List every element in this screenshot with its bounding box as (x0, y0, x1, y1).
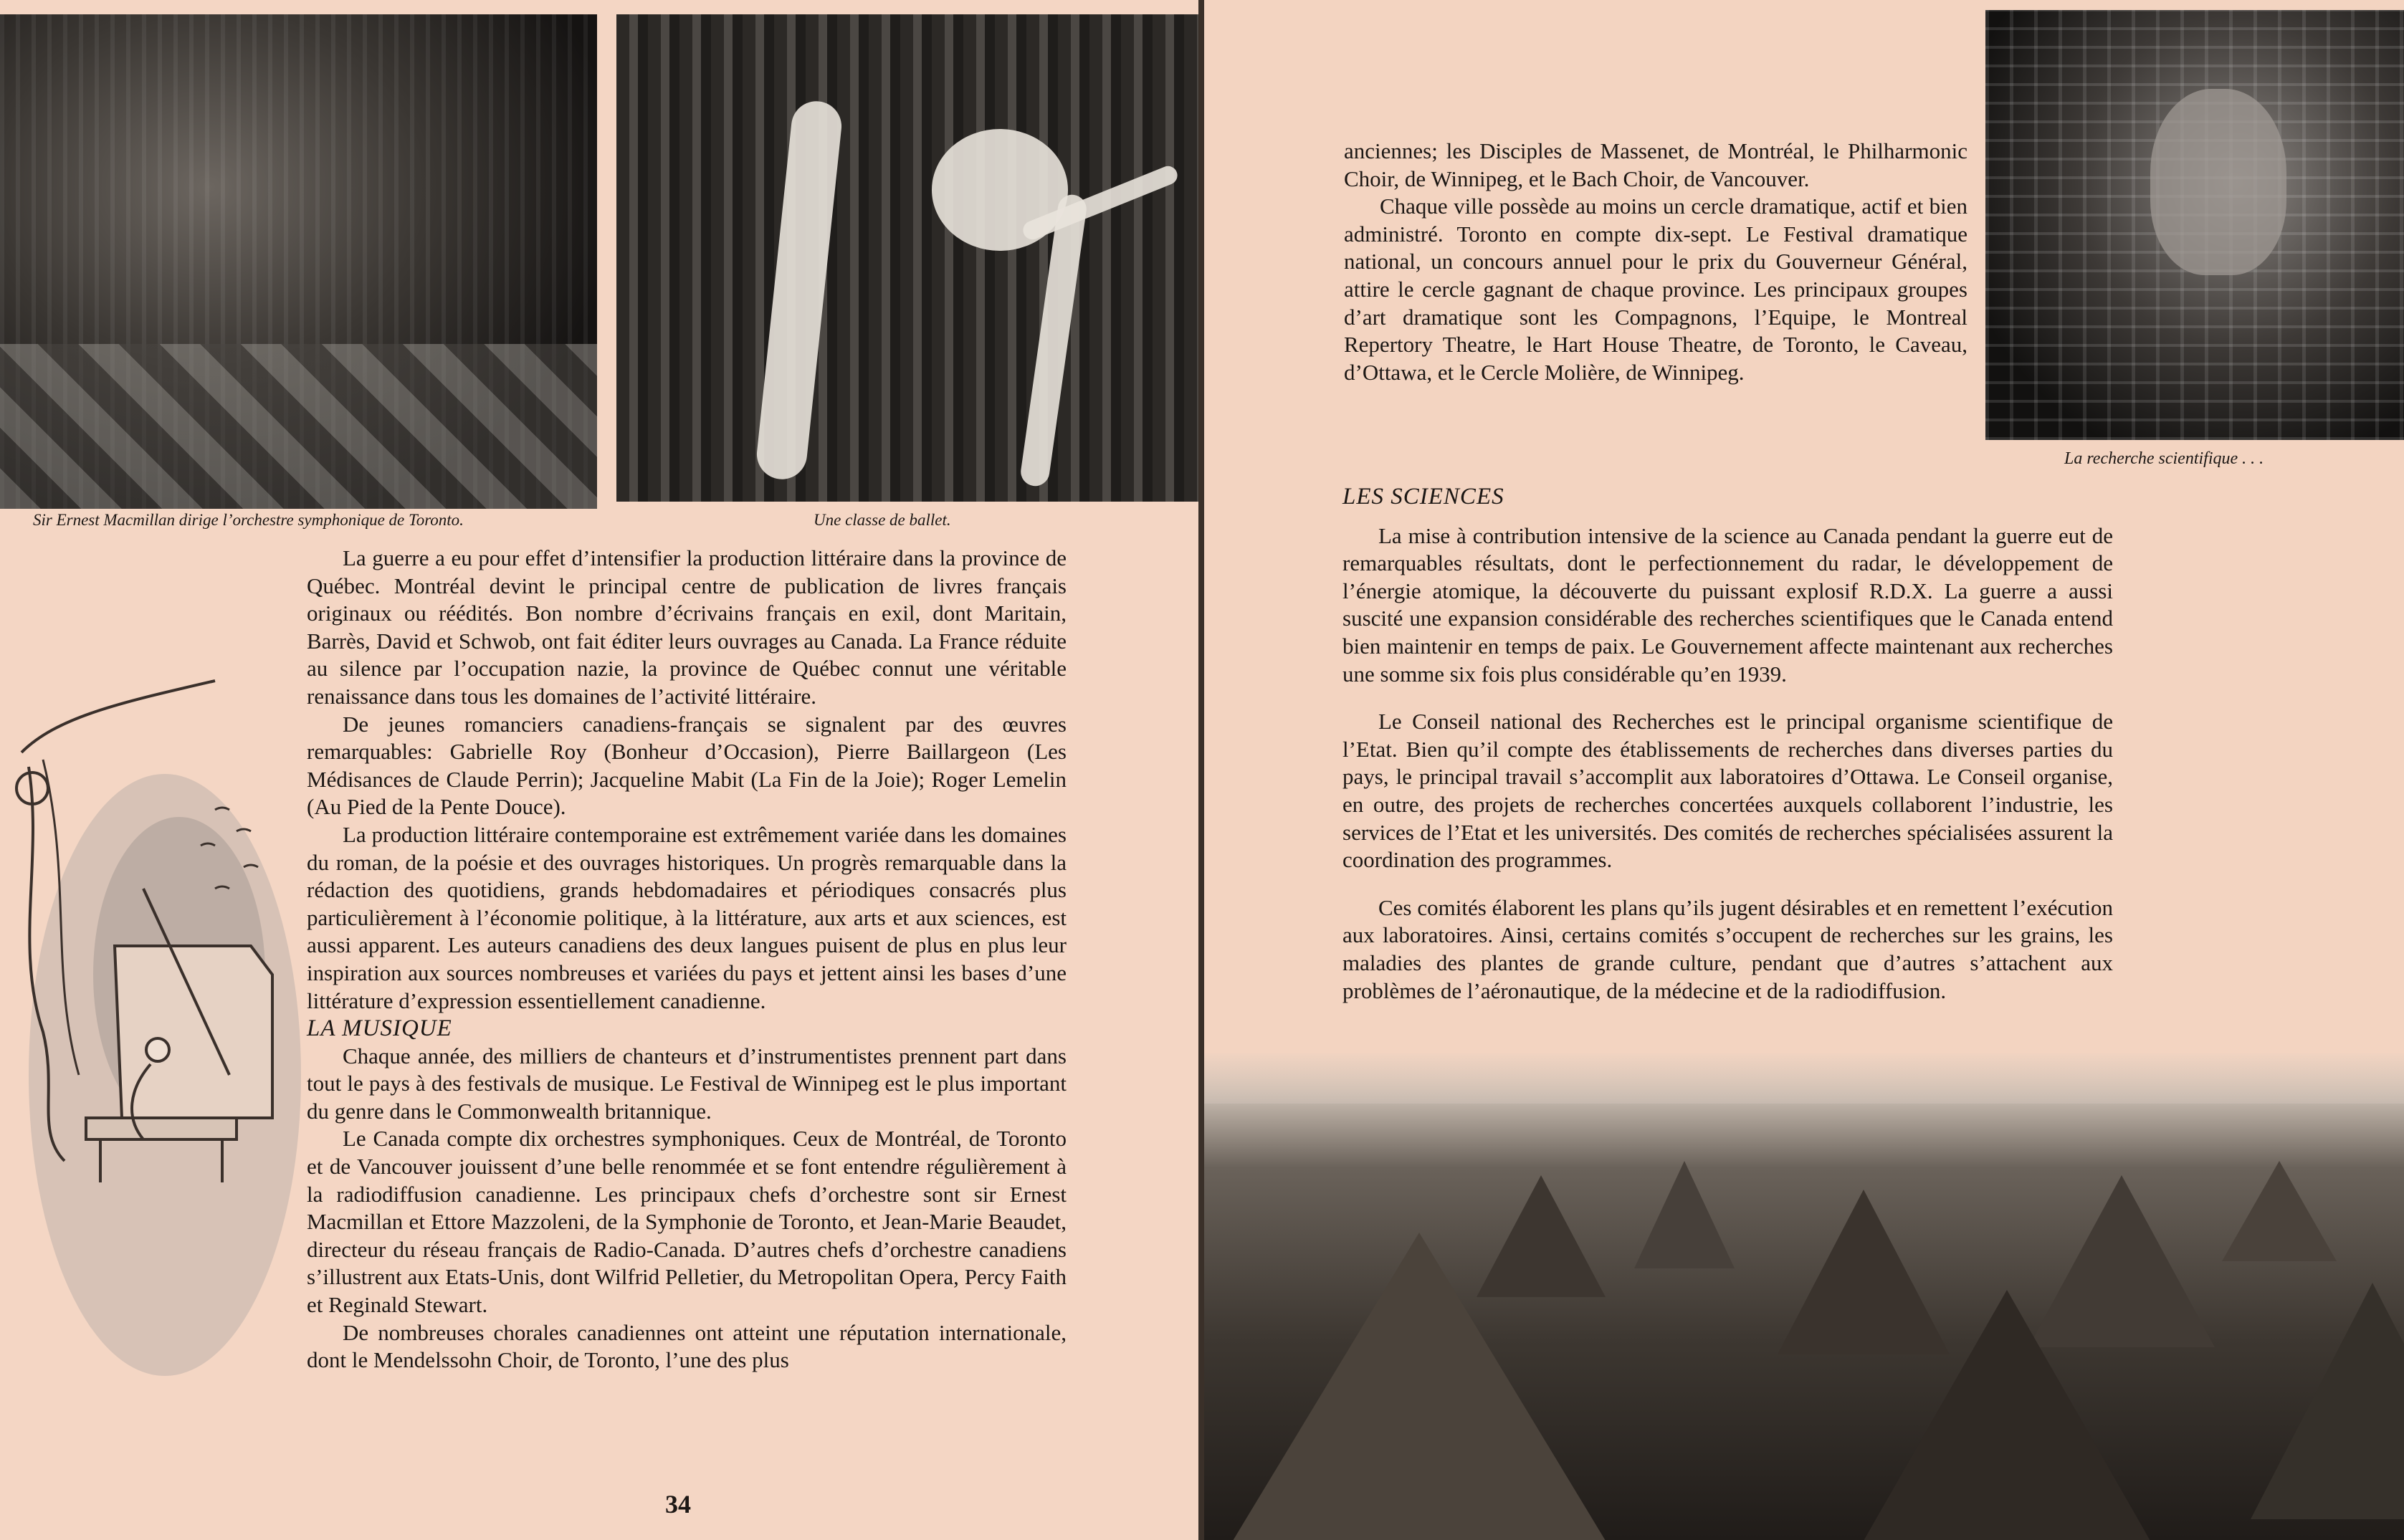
left-page (0, 0, 1198, 1540)
scientist-photo (1985, 10, 2404, 440)
wheat-stook (2222, 1161, 2337, 1261)
wheat-stook (1477, 1175, 1606, 1297)
section-heading-music: LA MUSIQUE (307, 1015, 452, 1042)
dancer-figure (754, 99, 844, 482)
paragraph: De jeunes romanciers canadiens-français se signalent par des œuvres remarquables: Gabrielle Roy (Bonheur d’Occasion), Pierre Baillargeon (Les Médisances de Claude Perrin); Jacqueline Mabit (La Fin de la Joie); Roger Lemelin (Au Pied de la Pente Douce). (307, 711, 1067, 820)
paragraph: La mise à contribution intensive de la science au Canada pendant la guerre eut de remarquables résultats, dont le perfectionnement du radar, le développement de l’énergie atomique, la découverte du puissant explosif R.D.X. La guerre a aussi suscité une expansion considérable des recherches scientifiques que le Canada entend bien maintenir en temps de paix. Le Gouvernement affecte maintenant aux recherches une somme six fois plus considérable qu’en 1939. (1342, 522, 2113, 687)
paragraph: anciennes; les Disciples de Massenet, de Montréal, le Philharmonic Choir, de Winnipeg, et le Bach Choir, de Vancouver. (1344, 138, 1967, 191)
literature-text (307, 545, 1067, 1374)
ballet-caption: Une classe de ballet. (814, 511, 951, 529)
wheat-field-photo (1204, 1053, 2404, 1540)
section-heading-sciences: LES SCIENCES (1342, 484, 1504, 510)
paragraph: Chaque année, des milliers de chanteurs et d’instrumentistes prennent part dans tout le pays à des festivals de musique. Le Festival de Winnipeg est le plus important du genre dans le Commonwealth britannique. (307, 1043, 1067, 1124)
orchestra-photo (0, 14, 597, 509)
wheat-stook (1864, 1290, 2150, 1540)
wheat-stook (2251, 1283, 2404, 1519)
piano-illustration (0, 573, 308, 1433)
paragraph: Ces comités élaborent les plans qu’ils jugent désirables et en remettent l’exécution aux laboratoires. Ainsi, certains comités s’occupent de recherches sur les grains, les maladies des plantes de grande culture, pendant que d’autres s’attachent aux problèmes de l’aéronautique, de la médecine et de la radiodiffusion. (1342, 894, 2113, 1003)
paragraph: La guerre a eu pour effet d’intensifier la production littéraire dans la province de Québec. Montréal devint le principal centre de publication de livres français originaux ou réédités. Bon nombre d’écrivains français en exil, dont Maritain, Barrès, David et Schwob, ont fait éditer leurs ouvrages au Canada. La France réduite au silence par l’occupation nazie, la province de Québec connut une véritable renaissance dans tous les domaines de l’activité littéraire. (307, 545, 1067, 709)
scientist-face (2150, 89, 2286, 275)
book-gutter (1198, 0, 1204, 1540)
ballet-photo (616, 14, 1198, 502)
paragraph: Le Canada compte dix orchestres symphoniques. Ceux de Montréal, de Toronto et de Vancouver jouissent d’une belle renommée et se font entendre régulièrement à la radiodiffusion canadienne. Les principaux chefs d’orchestre sont sir Ernest Macmillan et Ettore Mazzoleni, de la Symphonie de Toronto, et Jean-Marie Beaudet, directeur du réseau français de Radio-Canada. D’autres chefs d’orchestre canadiens s’illustrent aux Etats-Unis, dont Wilfrid Pelletier, du Metropolitan Opera, Percy Faith et Reginald Stewart. (307, 1126, 1067, 1318)
paragraph: Le Conseil national des Recherches est le principal organisme scientifique de l’Etat. Bien qu’il compte des établissements de recherches dans diverses parties du pays, le principal travail s’accomplit aux laboratoires d’Ottawa. Le Conseil organise, en outre, des projets de recherches concertées auxquels collaborent l’industrie, les services de l’Etat et les universités. Des comités de recherches spécialisées assurent la coordination des programmes. (1342, 709, 2113, 873)
orchestra-caption: Sir Ernest Macmillan dirige l’orchestre symphonique de Toronto. (33, 511, 464, 529)
sciences-text (1342, 483, 2113, 1005)
paragraph: De nombreuses chorales canadiennes ont atteint une réputation internationale, dont le Mendelssohn Choir, de Toronto, l’une des plus (307, 1319, 1067, 1373)
scientist-caption: La recherche scientifique . . . (2064, 449, 2264, 468)
wheat-stook (1634, 1161, 1735, 1268)
paragraph: La production littéraire contemporaine est extrêmement variée dans les domaines du roman, de la poésie et des ouvrages historiques. Un progrès remarquable dans la rédaction des quotidiens, grands hebdomadaires et périodiques consacrés plus particulièrement à l’économie politique, à la littérature, aux arts et aux sciences, est aussi apparent. Les auteurs canadiens des deux langues puisent de plus en plus leur inspiration aux sources nombreuses et variées du pays et jettent ainsi les bases d’une littérature d’expression essentiellement canadienne. (307, 821, 1067, 1013)
page-number: 34 (665, 1490, 691, 1519)
paragraph: Chaque ville possède au moins un cercle dramatique, actif et bien administré. Toronto en compte dix-sept. Le Festival dramatique national, un concours annuel pour le prix du Gouverneur Général, attire le cercle gagnant de chaque province. Les principaux groupes d’art dramatique sont les Compagnons, l’Equipe, le Montreal Repertory Theatre, le Hart House Theatre, de Toronto, le Caveau, d’Ottawa, et le Cercle Molière, de Winnipeg. (1344, 193, 1967, 385)
theatre-text (1344, 138, 1967, 386)
field-horizon (1204, 1053, 2404, 1104)
right-page (1204, 0, 2404, 1540)
